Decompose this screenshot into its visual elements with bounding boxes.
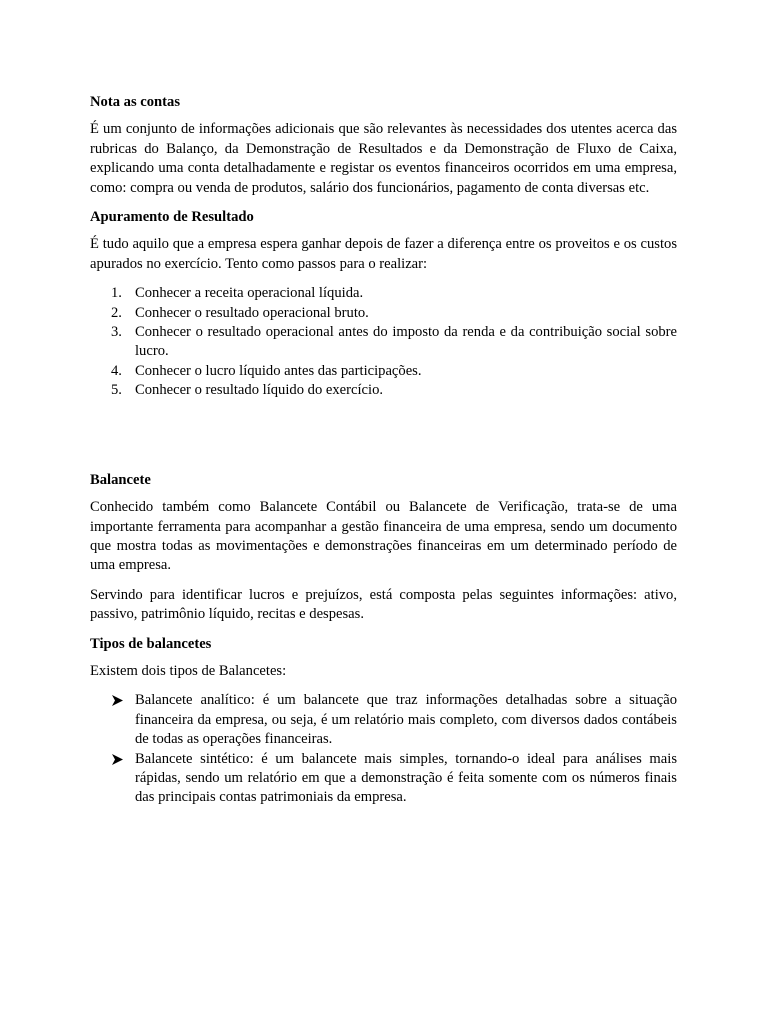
list-item-text: Conhecer o resultado operacional bruto.	[135, 304, 369, 321]
list-item-text: Conhecer a receita operacional líquida.	[135, 285, 364, 302]
balancete-types-list	[90, 691, 677, 807]
heading-nota-as-contas: Nota as contas	[90, 94, 180, 110]
heading-balancete: Balancete	[90, 471, 151, 488]
heading-apuramento-de-resultado: Apuramento de Resultado	[90, 209, 254, 226]
list-item-text: Conhecer o resultado líquido do exercício.	[135, 382, 384, 399]
list-item-text: Balancete analítico: é um balancete que traz informações detalhadas sobre a situação financeira da empresa, ou seja, é um relatório mais completo, com diversos dados contábeis de todas as operações financeiras.	[135, 692, 677, 748]
heading-tipos-de-balancetes: Tipos de balancetes	[90, 635, 212, 652]
list-item-text: Conhecer o resultado operacional antes do imposto da renda e da contribuição social sobre lucro.	[135, 324, 677, 360]
list-item	[90, 284, 677, 303]
blank-space	[90, 411, 677, 471]
arrowhead-bullet-icon	[112, 695, 123, 706]
list-item-number: 2.	[111, 304, 122, 321]
list-item-text: Balancete sintético: é um balancete mais simples, tornando-o ideal para análises mais rápidas, sendo um relatório em que a demonstração é feita somente com os números finais das principais contas patrimoniais da empresa.	[135, 750, 677, 806]
list-item-number: 5.	[111, 382, 122, 399]
arrowhead-bullet-icon	[112, 754, 123, 765]
paragraph-tipos-intro: Existem dois tipos de Balancetes:	[90, 662, 287, 679]
list-item	[90, 304, 677, 323]
paragraph-balancete-composition: Servindo para identificar lucros e prejuízos, está composta pelas seguintes informações: ativo, passivo, patrimônio líquido, recitas e despesas.	[90, 586, 677, 623]
list-item-number: 1.	[111, 285, 122, 302]
list-item	[90, 362, 677, 381]
paragraph-nota-as-contas: É um conjunto de informações adicionais que são relevantes às necessidades dos utentes acerca das rubricas do Balanço, da Demonstração de Resultados e da Demonstração de Fluxo de Caixa, explicando uma conta detalhadamente e registar os eventos financeiros ocorridos em uma empresa, como: compra ou venda de produtos, salário dos funcionários, pagamento de conta diversas etc.	[90, 121, 677, 196]
list-item-text: Conhecer o lucro líquido antes das participações.	[135, 362, 422, 379]
list-item	[90, 750, 677, 808]
document-page	[90, 93, 677, 818]
list-item	[90, 323, 677, 362]
list-item-number: 4.	[111, 362, 122, 379]
paragraph-balancete-definition: Conhecido também como Balancete Contábil ou Balancete de Verificação, trata-se de uma importante ferramenta para acompanhar a gestão financeira de uma empresa, sendo um documento que mostra todas as movimentações e demonstrações financeiras em um determinado período de uma empresa.	[90, 499, 677, 574]
list-item	[90, 691, 677, 749]
steps-list	[90, 284, 677, 400]
list-item	[90, 381, 677, 400]
list-item-number: 3.	[111, 324, 122, 341]
paragraph-apuramento-de-resultado: É tudo aquilo que a empresa espera ganhar depois de fazer a diferença entre os proveitos e os custos apurados no exercício. Tento como passos para o realizar:	[90, 236, 677, 272]
